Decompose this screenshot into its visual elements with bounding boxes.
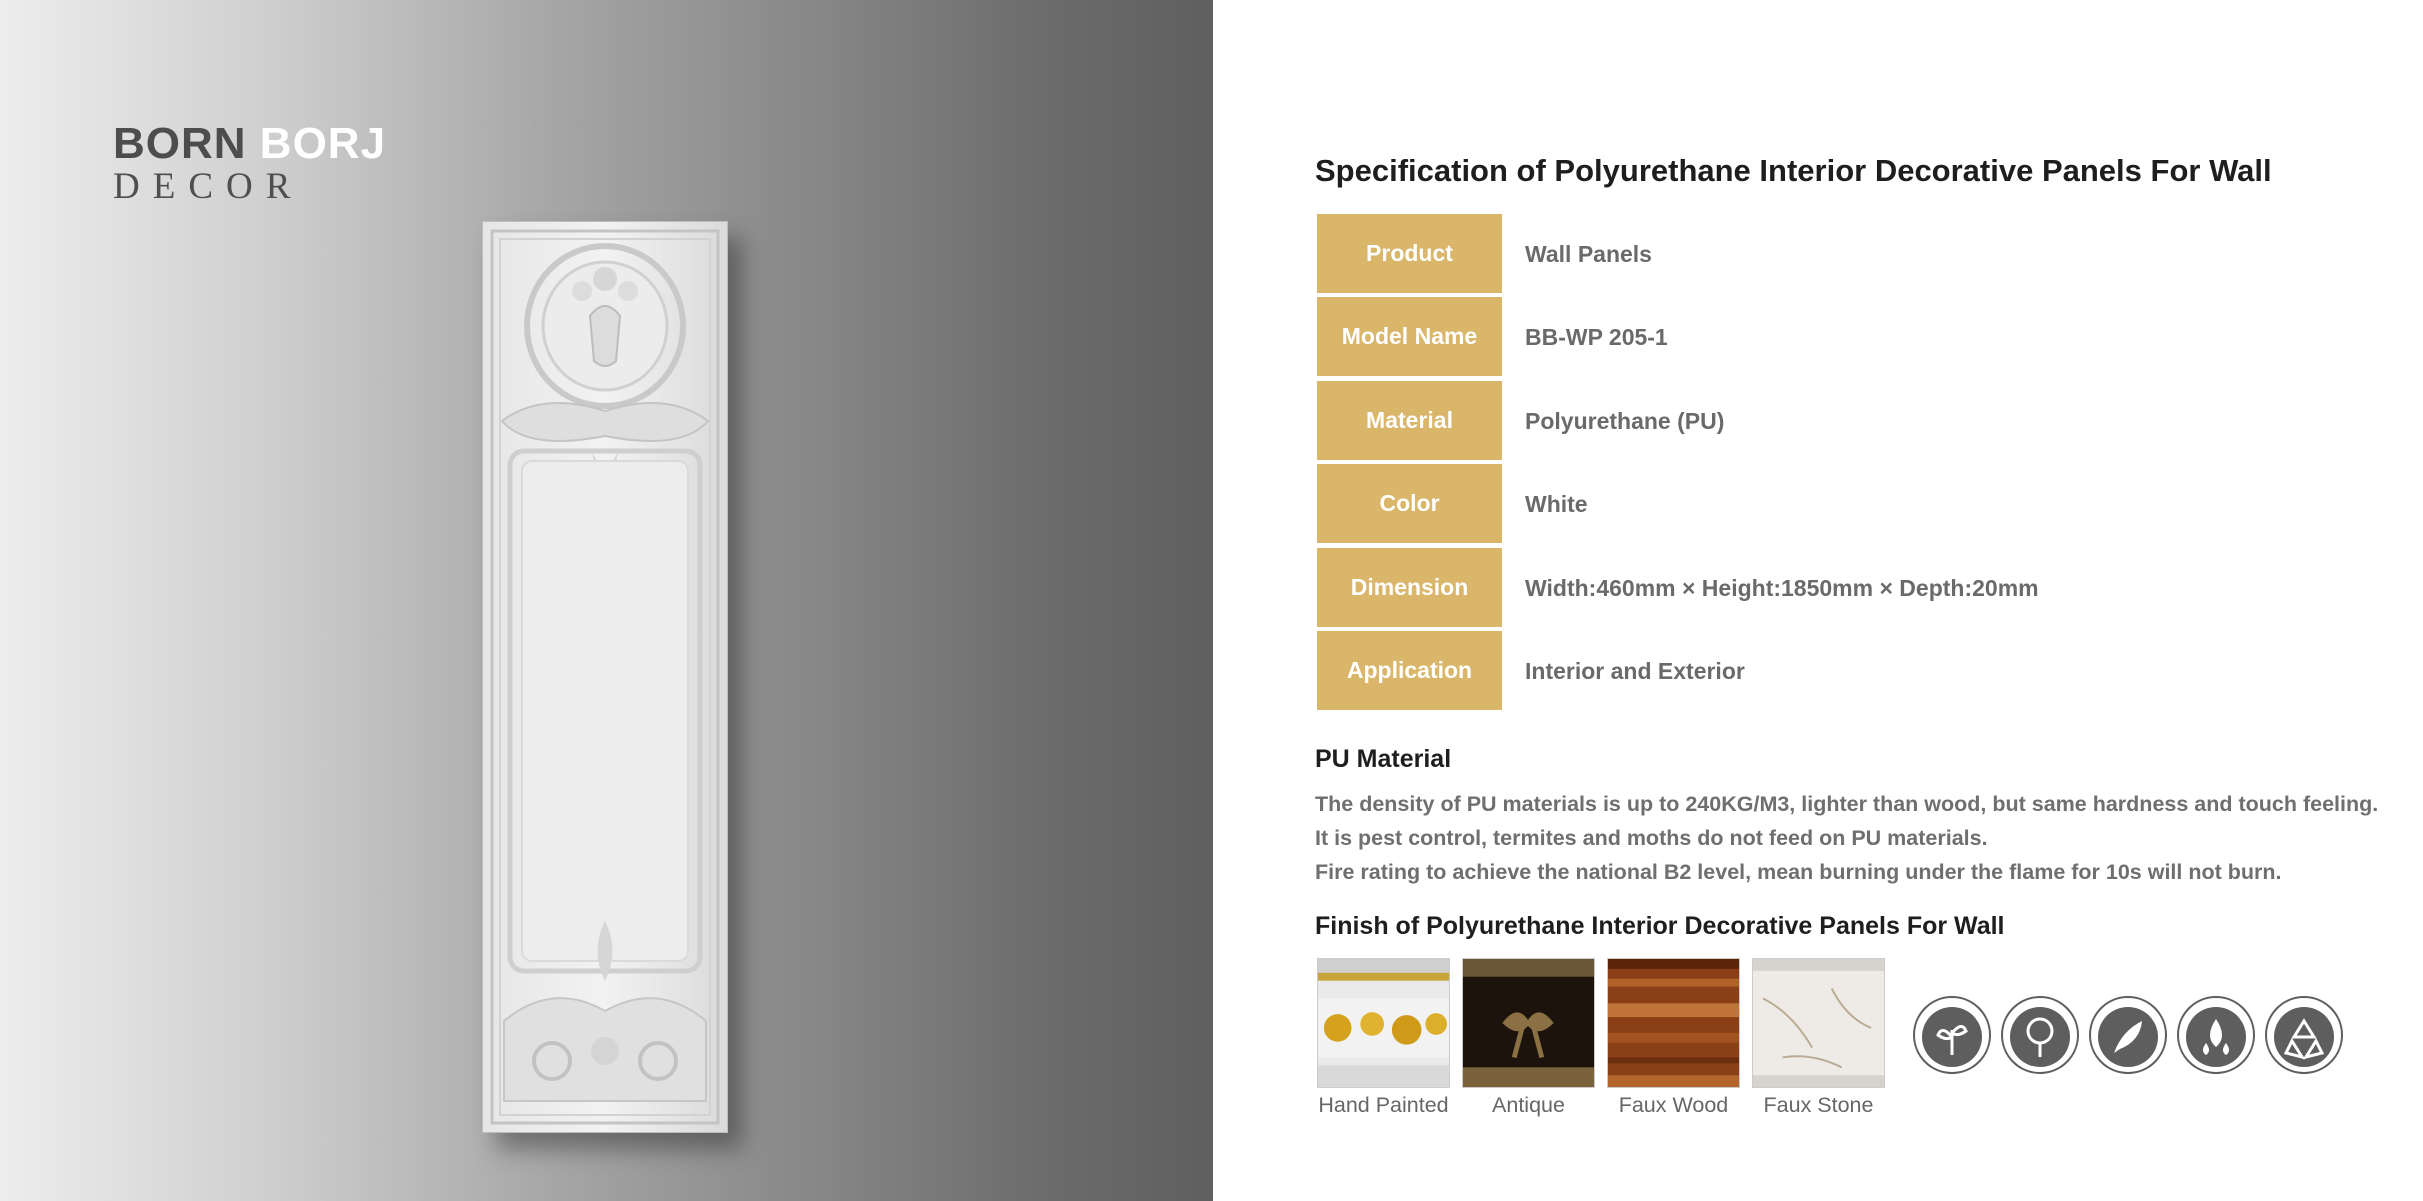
spec-table bbox=[1317, 214, 2367, 714]
cfc-free-icon bbox=[2000, 995, 2080, 1075]
swatch-faux-wood bbox=[1607, 958, 1740, 1118]
spec-row-product bbox=[1317, 214, 2367, 297]
brand-logo bbox=[113, 119, 387, 207]
antique-image bbox=[1462, 958, 1595, 1088]
swatch-label: Faux Stone bbox=[1763, 1093, 1874, 1117]
spec-value: Width:460mm × Height:1850mm × Depth:20mm bbox=[1525, 574, 2039, 601]
hand-painted-image bbox=[1317, 958, 1450, 1088]
spec-label: Model Name bbox=[1317, 297, 1502, 378]
spec-title: Specification of Polyurethane Interior Decorative Panels For Wall bbox=[1315, 153, 2272, 188]
logo-word-borj: BORJ bbox=[259, 119, 387, 168]
feature-badges bbox=[1912, 995, 2352, 1075]
hypoallergenic-icon bbox=[2088, 995, 2168, 1075]
pu-material-line: It is pest control, termites and moths do not feed on PU materials. bbox=[1315, 826, 1988, 850]
spec-row-color bbox=[1317, 464, 2367, 547]
spec-row-model-name bbox=[1317, 297, 2367, 380]
swatch-hand-painted bbox=[1317, 958, 1450, 1118]
spec-label: Product bbox=[1317, 214, 1502, 295]
pu-material-line: Fire rating to achieve the national B2 level, mean burning under the flame for 10s will not burn. bbox=[1315, 860, 2282, 884]
spec-value: Wall Panels bbox=[1525, 241, 1652, 267]
biodegradable-icon bbox=[2264, 995, 2344, 1075]
wall-panel-image bbox=[482, 221, 728, 1133]
swatch-antique bbox=[1462, 958, 1595, 1118]
pu-material-text bbox=[1315, 787, 2405, 889]
swatch-label: Hand Painted bbox=[1318, 1093, 1449, 1117]
moisture-resistant-icon bbox=[2176, 995, 2256, 1075]
spec-value: BB-WP 205-1 bbox=[1525, 324, 1668, 351]
wall-panel-illustration bbox=[482, 221, 728, 1133]
finish-swatches bbox=[1317, 958, 1897, 1118]
spec-label: Application bbox=[1317, 631, 1502, 712]
faux-wood-image bbox=[1607, 958, 1740, 1088]
spec-row-material bbox=[1317, 381, 2367, 464]
spec-row-dimension bbox=[1317, 548, 2367, 631]
faux-stone-image bbox=[1752, 958, 1885, 1088]
spec-label: Dimension bbox=[1317, 548, 1502, 629]
spec-value: White bbox=[1525, 491, 1588, 518]
spec-label: Color bbox=[1317, 464, 1502, 545]
pu-material-heading: PU Material bbox=[1315, 745, 1452, 773]
finish-heading: Finish of Polyurethane Interior Decorative Panels For Wall bbox=[1315, 912, 2005, 940]
spec-label: Material bbox=[1317, 381, 1502, 462]
logo-word-born: BORN bbox=[113, 119, 247, 168]
spec-value: Interior and Exterior bbox=[1525, 657, 1745, 684]
spec-row-application bbox=[1317, 631, 2367, 714]
pu-material-line: The density of PU materials is up to 240KG/M3, lighter than wood, but same hardness and touch feeling. bbox=[1315, 792, 2379, 816]
logo-tagline: DECOR bbox=[113, 166, 304, 207]
swatch-faux-stone bbox=[1752, 958, 1885, 1118]
swatch-label: Antique bbox=[1492, 1093, 1565, 1117]
spec-value: Polyurethane (PU) bbox=[1525, 407, 1725, 434]
swatch-label: Faux Wood bbox=[1618, 1093, 1729, 1117]
formaldehyde-free-icon bbox=[1912, 995, 1992, 1075]
